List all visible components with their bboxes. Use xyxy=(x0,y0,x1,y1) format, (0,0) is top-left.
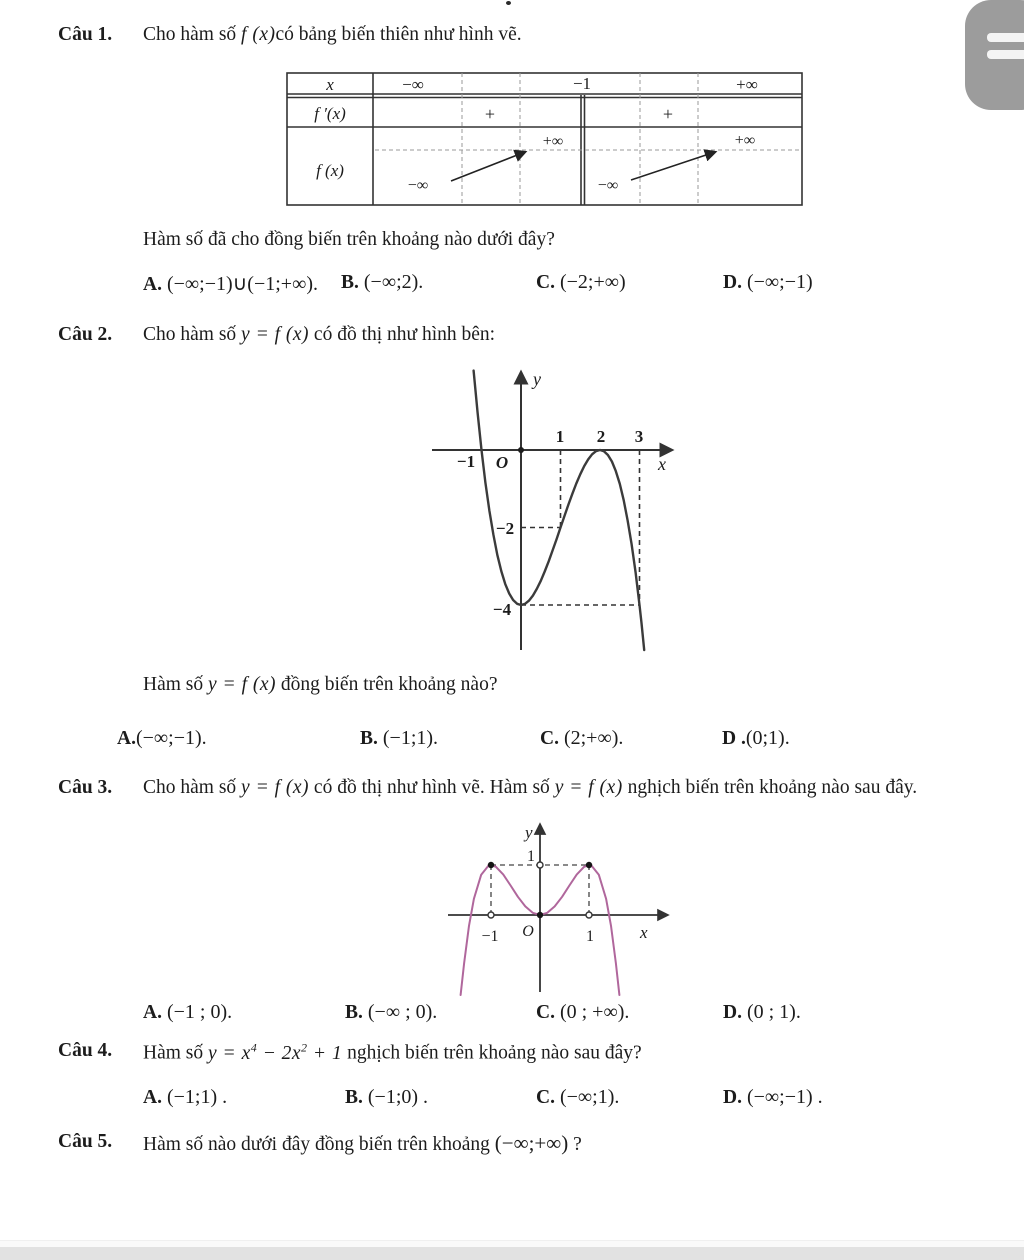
bottom-bar xyxy=(0,1247,1024,1260)
graph2-tick-x2: 2 xyxy=(596,427,606,446)
q1-options xyxy=(0,271,1024,301)
table-sign-left: + xyxy=(484,104,496,124)
q3-heading xyxy=(0,777,1024,807)
q2-options xyxy=(0,727,1024,757)
graph2-origin-dot xyxy=(518,447,524,453)
q1-option-a: A. (−∞;−1)∪(−1;+∞). xyxy=(143,273,318,295)
q4-option-c: C. (−∞;1). xyxy=(536,1086,620,1108)
graph3-xlabel: x xyxy=(640,923,648,942)
q3-option-c: C. (0 ; +∞). xyxy=(536,1001,630,1023)
q5-intro: Hàm số nào dưới đây đồng biến trên khoảng (−∞;+∞) ? xyxy=(143,1131,582,1155)
q2-label: Câu 2. xyxy=(58,324,113,345)
graph2-tick-x1: 1 xyxy=(555,427,565,446)
graph2-origin-label: O xyxy=(495,453,509,472)
graph2-tick-ym4: −4 xyxy=(492,600,512,619)
q2-heading xyxy=(0,324,1024,354)
table-limit-pinf-left: +∞ xyxy=(542,133,564,150)
q1-option-b: B. (−∞;2). xyxy=(341,271,424,293)
table-limit-pinf-right: +∞ xyxy=(734,132,756,149)
graph3-tick-y1: 1 xyxy=(527,848,535,865)
graph3-tick-x1: 1 xyxy=(586,928,594,945)
graph2-ylabel: y xyxy=(533,369,541,389)
q5-label: Câu 5. xyxy=(58,1131,113,1152)
graph2-axes xyxy=(432,374,670,650)
q2-question: Hàm số y = f (x) đồng biến trên khoảng nào? xyxy=(143,674,498,695)
q2-option-d: D .(0;1). xyxy=(722,727,790,749)
table-limit-ninf-right: −∞ xyxy=(597,177,619,194)
floating-menu-button[interactable] xyxy=(965,0,1024,110)
q2-option-a: A.(−∞;−1). xyxy=(117,727,207,749)
q2-option-c: C. (2;+∞). xyxy=(540,727,624,749)
q4-option-d: D. (−∞;−1) . xyxy=(723,1086,823,1108)
graph2-tick-xm1: −1 xyxy=(456,452,476,471)
q4-options xyxy=(0,1086,1024,1116)
q4-option-b: B. (−1;0) . xyxy=(345,1086,429,1108)
graph-cau2 xyxy=(420,362,680,652)
q3-options xyxy=(0,1001,1024,1031)
q1-option-d: D. (−∞;−1) xyxy=(723,271,813,293)
q4-formula: $y = x^4 - 2x^2 + 1$ xyxy=(208,1040,343,1064)
graph3-tick-xm1: −1 xyxy=(481,928,499,945)
graph2-tick-ym2: −2 xyxy=(495,519,515,538)
q1-intro: Cho hàm số f (x)có bảng biến thiên như hình vẽ. xyxy=(143,24,522,45)
q5-heading xyxy=(0,1131,1024,1161)
table-sign-right: + xyxy=(662,104,674,124)
graph-cau3 xyxy=(440,812,685,997)
graph2-tick-x3: 3 xyxy=(634,427,644,446)
q3-option-a: A. (−1 ; 0). xyxy=(143,1001,233,1023)
q2-intro: Cho hàm số y = f (x) có đồ thị như hình bên: xyxy=(143,324,496,345)
q1-question-line xyxy=(0,229,1024,259)
graph3-ylabel: y xyxy=(525,823,533,842)
graph2-xlabel: x xyxy=(658,454,666,474)
q1-question: Hàm số đã cho đồng biến trên khoảng nào dưới đây? xyxy=(143,229,555,250)
q1-heading xyxy=(0,24,1024,54)
table-fprime: f ′(x) xyxy=(314,104,346,123)
q4-label: Câu 4. xyxy=(58,1040,113,1061)
table-limit-ninf-left: −∞ xyxy=(407,177,429,194)
table-f: f (x) xyxy=(316,161,344,180)
table-x-minus1: −1 xyxy=(572,74,592,93)
page-edge-highlight xyxy=(0,1240,1024,1247)
q3-option-d: D. (0 ; 1). xyxy=(723,1001,801,1023)
q3-intro: Cho hàm số y = f (x) có đồ thị như hình vẽ. Hàm số y = f (x) nghịch biến trên khoảng nào sau đây. xyxy=(143,777,918,798)
q2-question-line xyxy=(0,674,1024,704)
q1-label: Câu 1. xyxy=(58,24,113,45)
q3-option-b: B. (−∞ ; 0). xyxy=(345,1001,438,1023)
table-trend-arrows xyxy=(451,152,715,181)
q1-option-c: C. (−2;+∞) xyxy=(536,271,626,293)
graph3-axes xyxy=(448,826,666,992)
table-x-pos-inf: +∞ xyxy=(736,75,758,94)
clipped-text-artifact xyxy=(506,1,511,5)
variation-table xyxy=(285,68,815,210)
table-x-neg-inf: −∞ xyxy=(402,75,424,94)
graph3-origin-label: O xyxy=(522,923,534,940)
q2-option-b: B. (−1;1). xyxy=(360,727,439,749)
q4-option-a: A. (−1;1) . xyxy=(143,1086,228,1108)
q4-heading xyxy=(0,1040,1024,1070)
table-var-x: x xyxy=(326,75,334,94)
q4-intro: Hàm số $y = x^4 - 2x^2 + 1$ nghịch biến trên khoảng nào sau đây? xyxy=(143,1040,642,1064)
q3-label: Câu 3. xyxy=(58,777,113,798)
